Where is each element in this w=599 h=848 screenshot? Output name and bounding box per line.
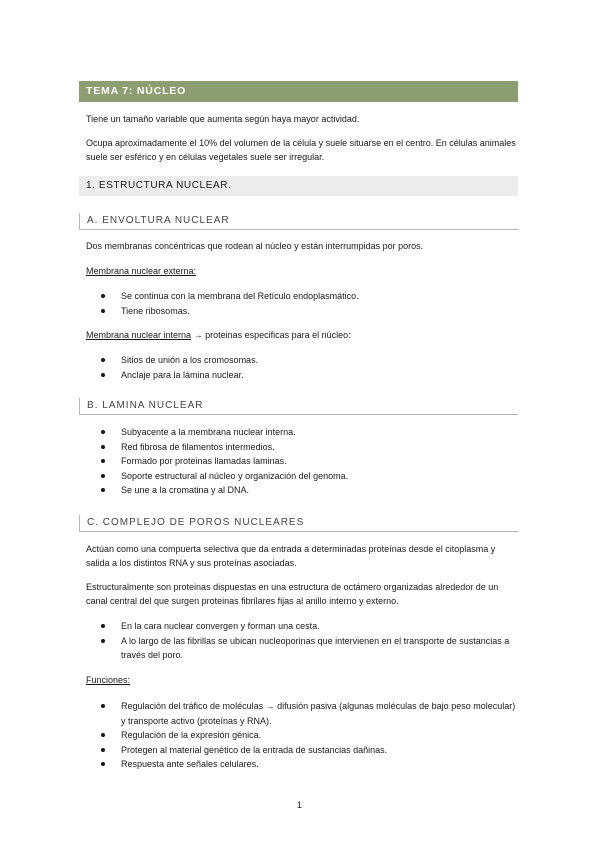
intro-paragraph-1: Tiene un tamaño variable que aumenta según haya mayor actividad. [86, 114, 360, 124]
membrana-interna-line [86, 329, 518, 343]
bullet-icon [101, 748, 105, 752]
bullet-icon [101, 474, 105, 478]
bullet-icon [101, 373, 105, 377]
list-item: En la cara nuclear convergen y forman una cesta. [86, 619, 518, 634]
list-item: Regulación de la expresión génica. [86, 728, 518, 743]
lamina-list [86, 425, 518, 498]
list-item: Subyacente a la membrana nuclear interna. [86, 425, 518, 440]
bullet-icon [101, 309, 105, 313]
page-number: 1 [296, 800, 302, 810]
list-item: A lo largo de las fibrillas se ubican nucleoporinas que intervienen en el transporte de sustancias a través del poro. [86, 634, 518, 663]
subsection-heading-a: A. ENVOLTURA NUCLEAR [79, 213, 518, 230]
bullet-icon [101, 624, 105, 628]
membrana-externa-heading: Membrana nuclear externa: [86, 266, 197, 276]
list-item: Sitios de unión a los cromosomas. [86, 353, 518, 368]
section-heading: 1. ESTRUCTURA NUCLEAR. [79, 176, 518, 196]
bullet-icon [101, 459, 105, 463]
list-item: Protegen al material genético de la entrada de sustancias dañinas. [86, 743, 518, 758]
list-item: Tiene ribosomas. [86, 304, 518, 319]
list-item: Respuesta ante señales celulares. [86, 757, 518, 772]
subsection-heading-c: C. COMPLEJO DE POROS NUCLEARES [79, 515, 518, 532]
funciones-list [86, 699, 518, 772]
membrana-externa-list [86, 289, 518, 318]
intro-paragraph-2: Ocupa aproximadamente el 10% del volumen de la célula y suele situarse en el centro. En células animales suele ser esférico y en células vegetales suele ser irregular. [86, 138, 516, 162]
poros-paragraph-2: Estructuralmente son proteinas dispuestas en una estructura de octámero organizadas alrededor de un canal central del que surgen proteinas fibrilares fijas al anillo interno y externo. [86, 582, 499, 606]
poros-structure-list [86, 619, 518, 663]
list-item: Se continua con la membrana del Retículo endoplasmático. [86, 289, 518, 304]
list-item: Se une a la cromatina y al DNA. [86, 483, 518, 498]
bullet-icon [101, 358, 105, 362]
membrana-interna-suffix: → proteinas especificas para el núcleo: [191, 330, 351, 340]
bullet-icon [101, 294, 105, 298]
bullet-icon [101, 733, 105, 737]
bullet-icon [101, 639, 105, 643]
list-item: Formado por proteinas llamadas laminas. [86, 454, 518, 469]
list-item: Red fibrosa de filamentos intermedios. [86, 440, 518, 455]
list-item: Regulación del tráfico de moléculas → difusión pasiva (algunas moléculas de bajo peso molecular) y transporte activo (proteínas y RNA). [86, 699, 518, 728]
poros-paragraph-1: Actúan como una compuerta selectiva que da entrada a determinadas proteínas desde el citoplasma y salida a los distintos RNA y sus proteínas asociadas. [86, 544, 496, 568]
envoltura-paragraph: Dos membranas concéntricas que rodean al núcleo y están interrumpidas por poros. [86, 241, 424, 251]
bullet-icon [101, 762, 105, 766]
funciones-heading: Funciones: [86, 675, 131, 685]
subsection-heading-b: B. LAMINA NUCLEAR [79, 398, 518, 415]
bullet-icon [101, 430, 105, 434]
page-title: TEMA 7: NÚCLEO [79, 81, 518, 102]
bullet-icon [101, 704, 105, 708]
list-item: Soporte estructural al núcleo y organización del genoma. [86, 469, 518, 484]
bullet-icon [101, 488, 105, 492]
membrana-interna-list [86, 353, 518, 382]
bullet-icon [101, 445, 105, 449]
membrana-interna-heading: Membrana nuclear interna [86, 330, 192, 340]
list-item: Anclaje para la lámina nuclear. [86, 368, 518, 383]
